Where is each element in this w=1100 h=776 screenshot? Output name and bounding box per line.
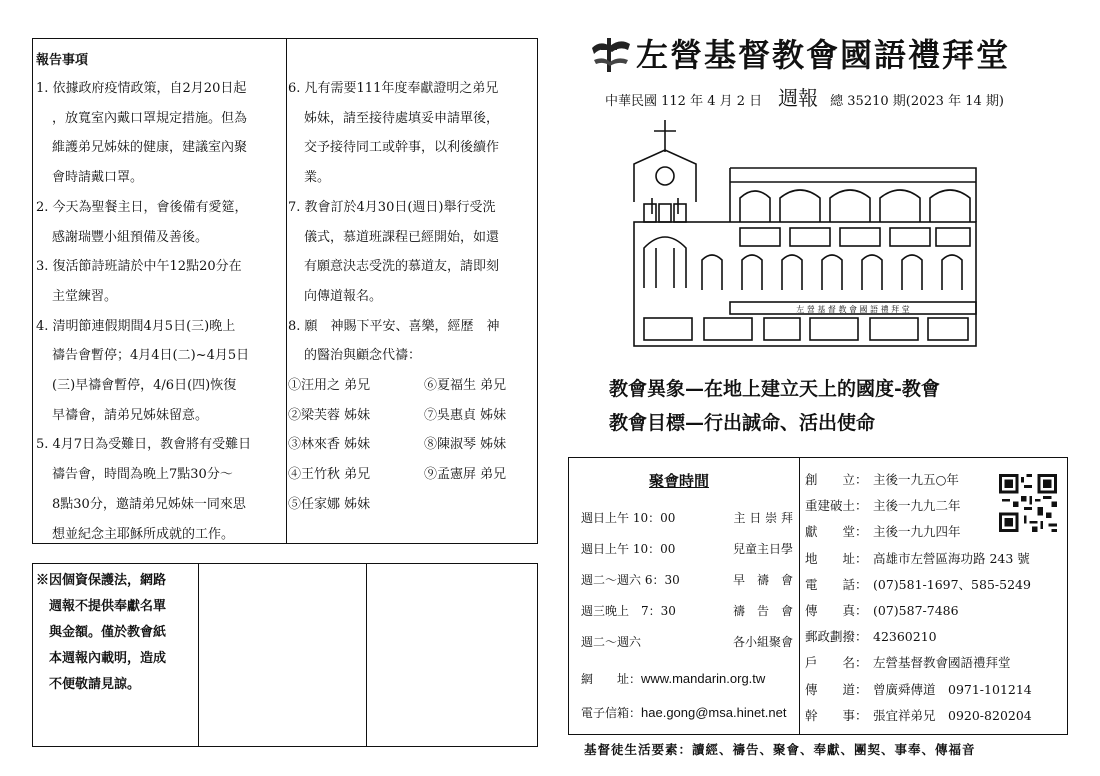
meeting-times-title: 聚會時間 [649,472,710,490]
bulletin-date: 中華民國 112 年 4 月 2 日 [605,94,763,109]
prayer-name: ⑨孟憲屏 弟兄 [424,467,507,483]
email-row [581,704,786,721]
info-value: (07)587-7486 [873,602,959,618]
info-row [805,623,1032,649]
notice-line: 主堂練習。 [52,288,118,304]
privacy-line: 與金額。僅於教會紙 [36,625,167,640]
notice-line: 早禱會，請弟兄姊妹留意。 [52,407,209,423]
meeting-time: 週三晚上 7：30 [581,604,676,618]
privacy-box [32,563,538,747]
prayer-name: ③林來香 姊妹 [288,437,371,453]
info-value: 高雄市左營區海功路 243 號 [873,550,1030,566]
goal-line: 教會目標—行出誠命、活出使命 [609,412,876,434]
prayer-name: ⑦吳惠貞 姊妹 [424,407,507,423]
info-row [805,702,1032,728]
meeting-name: 兒童主日學 [732,542,793,556]
meeting-row [581,564,793,595]
notice-line: 禱告會暫停；4月4日(二)~4月5日 [52,348,250,364]
info-label: 戶 名： [805,655,868,671]
website-row [581,670,765,687]
info-value: 張宜祥弟兄 0920-820204 [873,707,1032,723]
meeting-row [581,502,793,533]
email-label: 電子信箱： [581,706,642,720]
privacy-line: 本週報內載明，造成 [36,651,167,666]
privacy-notice [36,568,196,698]
qr-code-icon[interactable] [999,474,1057,532]
notice-line: 6. 凡有需要111年度奉獻證明之弟兄 [288,81,499,96]
box-divider [366,564,367,746]
notices-column-2 [288,74,538,520]
meeting-name: 主 日 崇 拜 [733,511,793,525]
notice-line: 3. 復活節詩班請於中午12點20分在 [36,259,242,275]
notice-line: 8點30分，邀請弟兄姊妹一同來思 [52,496,246,512]
church-building-illustration [630,118,980,354]
prayer-name: ④王竹秋 弟兄 [288,467,371,483]
privacy-line: 不便敬請見諒。 [36,677,141,692]
privacy-line: ※因個資保護法，網路 [36,573,167,588]
notice-line: 4. 清明節連假期間4月5日(三)晚上 [36,318,236,334]
info-label: 創 立： [805,472,868,488]
church-name-title: 左營基督教會國語禮拜堂 [636,36,1011,74]
notice-line: 2. 今天為聖餐主日，會後備有愛筵， [36,199,248,215]
box-divider [198,564,199,746]
notice-line: 感謝瑞豐小組預備及善後。 [52,229,209,245]
notice-line: 1. 依據政府疫情政策，自2月20日起 [36,81,247,96]
info-value: 主後一九九二年 [873,498,961,514]
email-link[interactable]: hae.gong@msa.hinet.net [641,705,787,720]
prayer-name: ⑤任家娜 姊妹 [288,496,371,512]
notice-line: 5. 4月7日為受難日，教會將有受難日 [36,437,252,453]
notice-line: 想並紀念主耶穌所成就的工作。 [52,526,235,542]
prayer-name: ⑥夏福生 弟兄 [424,378,507,394]
notice-line: 儀式，慕道班課程已經開始，如還 [304,229,500,245]
meeting-time: 週二～週六 [581,635,642,649]
notices-title: 報告事項 [36,53,89,68]
info-row [805,545,1032,571]
info-label: 幹 事： [805,707,868,723]
building-sign: 左 營 基 督 教 會 國 語 禮 拜 堂 [796,305,910,314]
info-value: 曾廣舜傳道 0971-101214 [873,681,1032,697]
info-label: 郵政劃撥： [805,629,868,645]
prayer-name [424,490,534,520]
vision-statement [609,372,940,440]
info-row [805,466,1032,492]
footer-text: 基督徒生活要素：讀經、禱告、聚會、奉獻、團契、事奉、傳福音 [584,742,976,757]
meeting-time: 週日上午 10：00 [581,542,676,556]
meeting-row [581,626,793,657]
website-link[interactable]: www.mandarin.org.tw [641,671,766,686]
info-label: 獻 堂： [805,524,868,540]
meeting-time: 週二～週六 6：30 [581,573,680,587]
notices-column-1 [36,74,286,549]
info-value: 左營基督教會國語禮拜堂 [873,655,1011,671]
notice-line: 的醫治與顧念代禱： [304,348,422,364]
info-value: 主後一九五○年 [873,472,959,488]
info-row [805,649,1032,675]
info-row [805,597,1032,623]
info-box [568,457,1068,735]
info-row [805,518,1032,544]
column-divider [286,39,287,543]
info-row [805,571,1032,597]
notice-line: 有願意決志受洗的慕道友，請即刻 [304,259,500,275]
meeting-time: 週日上午 10：00 [581,511,676,525]
bulletin-label: 週報 [778,86,819,110]
meeting-name: 早 禱 會 [732,573,793,587]
notice-line: (三)早禱會暫停，4/6日(四)恢復 [52,378,237,394]
info-label: 傳 道： [805,681,868,697]
prayer-name: ②梁芙蓉 姊妹 [288,407,371,423]
info-row [805,676,1032,702]
box-divider [799,458,800,734]
notice-line: 交予接待同工或幹事，以利後續作 [304,140,500,156]
notice-line: 姊妹，請至接待處填妥申請單後， [304,110,500,126]
website-label: 網 址： [581,672,642,686]
vision-line: 教會異象—在地上建立天上的國度-教會 [609,378,940,400]
meeting-list [581,502,793,657]
notice-line: ，放寬室內戴口罩規定措施。但為 [52,110,248,126]
church-logo-icon [590,34,632,74]
prayer-name: ①汪用之 弟兄 [288,378,371,394]
info-row [805,492,1032,518]
notice-line: 向傳道報名。 [304,288,383,304]
notice-line: 會時請戴口罩。 [52,170,144,186]
notice-line: 7. 教會訂於4月30日(週日)舉行受洗 [288,199,496,215]
info-value: 主後一九九四年 [873,524,961,540]
meeting-name: 各小組聚會 [732,635,793,649]
prayer-list [288,371,538,520]
notice-line: 8. 願 神賜下平安、喜樂，經歷 神 [288,318,500,334]
prayer-name: ⑧陳淑琴 姊妹 [424,437,507,453]
info-label: 地 址： [805,550,868,566]
church-info-list [805,466,1032,728]
meeting-row [581,533,793,564]
info-value: (07)581-1697、585-5249 [873,576,1031,592]
notice-line: 維護弟兄姊妹的健康，建議室內聚 [52,140,248,156]
meeting-name: 禱 告 會 [732,604,793,618]
info-label: 電 話： [805,576,868,592]
info-label: 重建破土： [805,498,868,514]
meeting-row [581,595,793,626]
privacy-line: 週報不提供奉獻名單 [36,599,167,614]
notice-line: 業。 [304,170,331,186]
issue-number: 總 35210 期(2023 年 14 期) [830,94,1004,109]
date-line [605,82,1004,111]
info-value: 42360210 [873,628,937,644]
info-label: 傳 真： [805,603,868,619]
notices-box [32,38,538,544]
notice-line: 禱告會，時間為晚上7點30分～ [52,467,233,483]
